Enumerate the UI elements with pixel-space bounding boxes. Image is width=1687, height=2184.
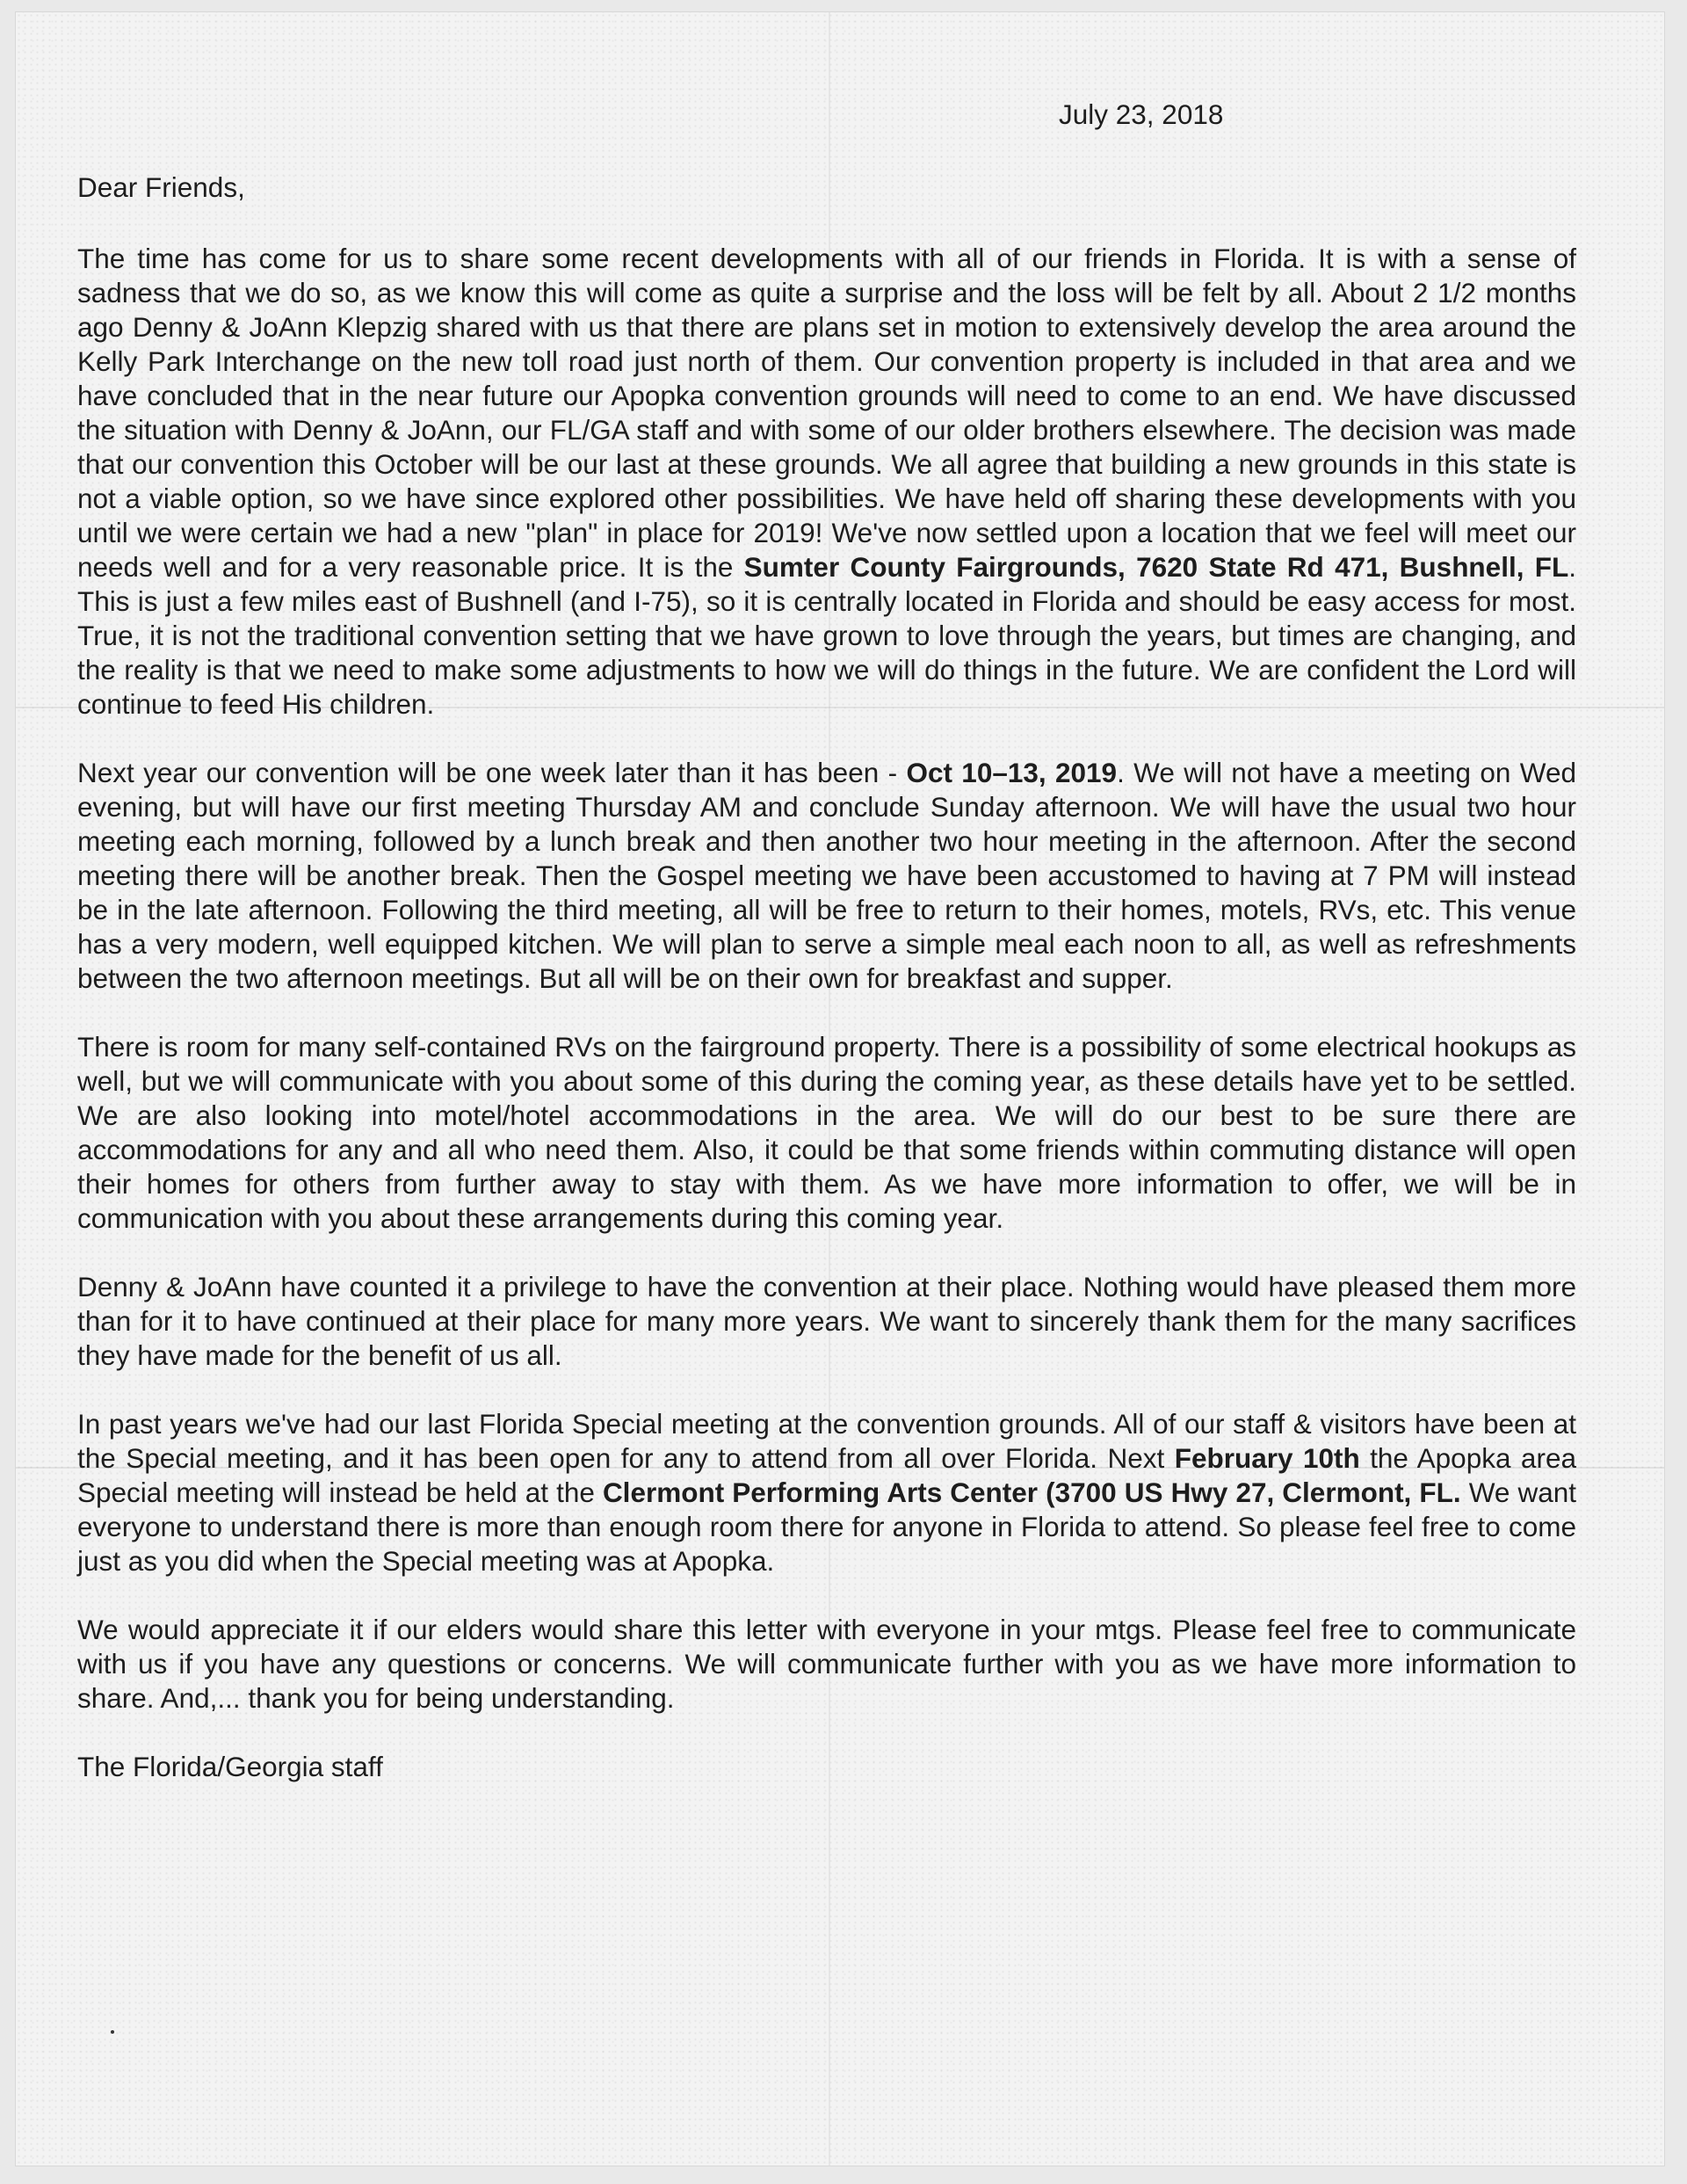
paragraph-text: We want everyone to understand there is more than enough room there for anyone in Florida to attend. So please feel free to come just as you did when the Special meeting was at Apopka. [77,1477,1576,1577]
paragraph-text: . This is just a few miles east of Bushnell (and I-75), so it is centrally located in Florida and should be easy access for most. True, it is not the traditional convention setting that we have grown to love through the years, but times are changing, and the reality is that we need to make some adjustments to how we will do things in the future. We are confident the Lord will continue to feed His children. [77,551,1576,720]
paragraph-text: . We will not have a meeting on Wed evening, but will have our first meeting Thursday AM and conclude Sunday afternoon. We will have the usual two hour meeting each morning, followed by a lunch break and then another two hour meeting in the afternoon. After the second meeting there will be another break. Then the Gospel meeting we have been accustomed to having at 7 PM will instead be in the late afternoon. Following the third meeting, all will be free to return to their homes, motels, RVs, etc. This venue has a very modern, well equipped kitchen. We will plan to serve a simple meal each noon to all, as well as refreshments between the two afternoon meetings. But all will be on their own for breakfast and supper. [77,757,1576,994]
paragraph-special-meeting [77,1407,1576,1578]
venue-address: Sumter County Fairgrounds, 7620 State Rd 471, Bushnell, FL [743,551,1569,583]
paragraph-text: Next year our convention will be one week later than it has been - [77,757,907,788]
signature: The Florida/Georgia staff [77,1751,383,1782]
paragraph-closing: We would appreciate it if our elders would share this letter with everyone in your mtgs. Please feel free to communicate with us if you have any questions or concerns. We will communicate further with you as we have more information to share. And,... thank you for being understanding. [77,1614,1576,1714]
paragraph-accommodations: There is room for many self-contained RVs on the fairground property. There is a possibility of some electrical hookups as well, but we will communicate with you about some of this during the coming year, as these details have yet to be settled. We are also looking into motel/hotel accommodations in the area. We will do our best to be sure there are accommodations for any and all who need them. Also, it could be that some friends within commuting distance will open their homes for others from further away to stay with them. As we have more information to offer, we will be in communication with you about these arrangements during this coming year. [77,1031,1576,1234]
paragraph-announcement [77,242,1576,722]
paragraph-text: In past years we've had our last Florida Special meeting at the convention grounds. All of our staff & visitors have been at the Special meeting, and it has been open for any to attend from all over Florida. Next [77,1408,1576,1474]
salutation: Dear Friends, [77,171,245,203]
letter-date: July 23, 2018 [1059,98,1224,130]
convention-dates: Oct 10–13, 2019 [906,757,1118,788]
scan-speck [111,2030,114,2034]
paragraph-schedule [77,756,1576,996]
paragraph-text: The time has come for us to share some recent developments with all of our friends in Florida. It is with a sense of sadness that we do so, as we know this will come as quite a surprise and the loss will be felt by all. About 2 1/2 months ago Denny & JoAnn Klepzig shared with us that there are plans set in motion to extensively develop the area around the Kelly Park Interchange on the new toll road just north of them. Our convention property is included in that area and we have concluded that in the near future our Apopka convention grounds will need to come to an end. We have discussed the situation with Denny & JoAnn, our FL/GA staff and with some of our older brothers elsewhere. The decision was made that our convention this October will be our last at these grounds. We all agree that building a new grounds in this state is not a viable option, so we have since explored other possibilities. We have held off sharing these developments with you until we were certain we had a new "plan" in place for 2019! We've now settled upon a location that we feel will meet our needs well and for a very reasonable price. It is the [77,243,1576,583]
special-meeting-venue: Clermont Performing Arts Center (3700 US Hwy 27, Clermont, FL. [602,1477,1461,1508]
paragraph-text: the Apopka area Special meeting will instead be held at the [77,1442,1576,1508]
paragraph-thanks: Denny & JoAnn have counted it a privilege to have the convention at their place. Nothing would have pleased them more than for it to have continued at their place for many more years. We want to sincerely thank them for the many sacrifices they have made for the benefit of us all. [77,1271,1576,1371]
letter-body [77,88,1576,1812]
special-meeting-date: February 10th [1174,1442,1360,1474]
